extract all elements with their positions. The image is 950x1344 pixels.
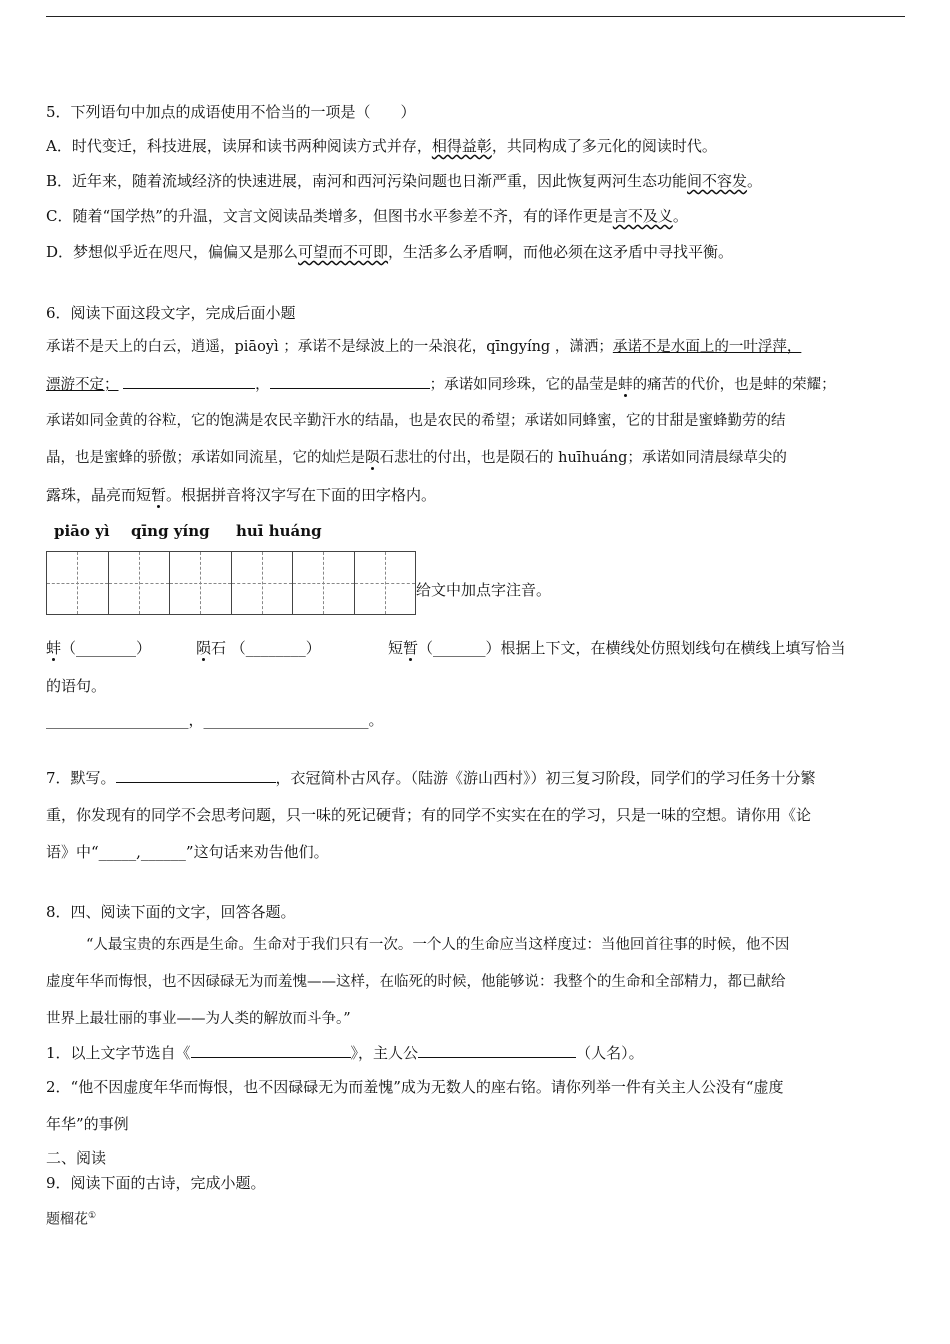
q9-poem-title-text: 题榴花	[46, 1211, 88, 1228]
q6-p1-a: 承诺不是天上的白云，逍遥，piāoyì ；承诺不是绿波上的一朵浪花，qīngyíng ，潇洒；	[46, 339, 613, 355]
zhuyin-bang	[46, 638, 151, 658]
q8-stem: 8．四、阅读下面的文字，回答各题。	[46, 903, 296, 921]
q5-d-post: ，生活多么矛盾啊，而他必须在这矛盾中寻找平衡。	[388, 243, 734, 261]
q7-l1-a: 7．默写。	[46, 769, 116, 787]
q8-passage-line-2: 虚度年华而悔恨，也不因碌碌无为而羞愧——这样，在临死的时候，他能够说：我整个的生命和全部精力，都已献给	[46, 974, 786, 990]
q8-sub-1	[46, 1043, 644, 1063]
q5-option-a	[46, 136, 717, 156]
q6-passage-line-4	[46, 448, 787, 468]
q6-p2-dotted-bang: 蚌	[618, 377, 633, 393]
q6-p5-b: 。根据拼音将汉字写在下面的田字格内。	[166, 486, 437, 504]
q6-stem: 6．阅读下面这段文字，完成后面小题	[46, 304, 296, 322]
q6-p4-a: 晶，也是蜜蜂的骄傲；承诺如同流星，它的灿烂是	[46, 450, 365, 466]
q5-a-pre: A．时代变迁，科技进展，读屏和读书两种阅读方式并存，	[46, 137, 432, 155]
tianzige-cell[interactable]	[47, 552, 108, 614]
q6-p1-underlined: 承诺不是水面上的一叶浮萍，	[612, 339, 802, 355]
q6-tail-line: 的语句。	[46, 677, 107, 695]
zhuyin-tail: （_______）根据上下文，在横线处仿照划线句在横线上填写恰当	[418, 639, 846, 657]
zhuyin-duan-char: 短	[388, 639, 404, 657]
q6-fill-blank-1[interactable]	[123, 374, 255, 389]
q6-passage-line-2: 漂游不定； ， ；承诺如同珍珠，它的晶莹是蚌的痛苦的代价，也是蚌的荣耀；	[46, 374, 836, 395]
q6-fill-blank-2[interactable]	[270, 374, 430, 389]
pinyin-label-2: qīng yíng	[131, 522, 210, 540]
tianzige-cell[interactable]	[354, 552, 416, 614]
q9-footnote-mark: ①	[88, 1211, 97, 1221]
q6-answer-blanks: ___________________，______________________。	[46, 711, 384, 729]
top-rule	[46, 16, 905, 17]
q5-d-pre: D．梦想似乎近在咫尺，偏偏又是那么	[46, 243, 299, 261]
q5-c-post: 。	[672, 207, 688, 225]
q8-name-blank[interactable]	[418, 1043, 576, 1058]
tianzige-cell[interactable]	[231, 552, 293, 614]
q7-line-1	[46, 768, 816, 788]
tianzige-grid	[46, 551, 416, 615]
q5-c-idiom: 言不及义	[612, 207, 673, 225]
q8-s1-a: 1．以上文字节选自《	[46, 1044, 191, 1062]
grid-instruction: 给文中加点字注音。	[416, 581, 552, 599]
q5-a-post: ，共同构成了多元化的阅读时代。	[491, 137, 717, 155]
zhuyin-zan	[388, 638, 846, 658]
section-2-heading: 二、阅读	[46, 1149, 107, 1167]
q6-p4-b: 石悲壮的付出，也是陨石的 huīhuáng；承诺如同清晨绿草尖的	[379, 450, 787, 466]
q6-passage-line-5	[46, 485, 436, 505]
q6-p2-c: 的痛苦的代价，也是蚌的荣耀；	[632, 377, 836, 393]
q5-a-idiom: 相得益彰	[431, 137, 492, 155]
q9-stem: 9．阅读下面的古诗，完成小题。	[46, 1174, 266, 1192]
q5-option-b	[46, 171, 762, 191]
q8-sub-2-line-2: 年华”的事例	[46, 1115, 129, 1133]
q5-option-c	[46, 206, 688, 226]
q8-passage-line-1: “人最宝贵的东西是生命。生命对于我们只有一次。一个人的生命应当这样度过：当他回首往事的时候，他不因	[86, 937, 790, 953]
q5-b-idiom: 间不容发	[687, 172, 748, 190]
q7-l1-b: ，衣冠简朴古风存。（陆游《游山西村》）初三复习阶段，同学们的学习任务十分繁	[275, 769, 816, 787]
q6-passage-line-3: 承诺如同金黄的谷粒，它的饱满是农民辛勤汗水的结晶，也是农民的希望；承诺如同蜂蜜，它的甘甜是蜜蜂勤劳的结	[46, 413, 786, 429]
q5-option-d	[46, 242, 733, 262]
q7-line-2: 重，你发现有的同学不会思考问题，只一味的死记硬背；有的同学不实实在在的学习，只是一味的空想。请你用《论	[46, 806, 812, 824]
q7-fill-blank[interactable]	[116, 768, 276, 783]
tianzige-cell[interactable]	[108, 552, 170, 614]
q6-p4-dotted-yun: 陨	[365, 450, 380, 466]
q5-b-post: 。	[747, 172, 763, 190]
q8-s1-c: （人名）。	[576, 1044, 644, 1062]
tianzige-cell[interactable]	[169, 552, 231, 614]
zhuyin-yun	[196, 638, 321, 658]
q7-line-3: 语》中“_____,______”这句话来劝告他们。	[46, 843, 329, 861]
q5-b-pre: B．近年来，随着流域经济的快速进展，南河和西河污染问题也日渐严重，因此恢复两河生态功能	[46, 172, 688, 190]
pinyin-label-3: huī huáng	[236, 522, 322, 540]
q5-stem: 5．下列语句中加点的成语使用不恰当的一项是（ ）	[46, 103, 416, 121]
pinyin-label-1: piāo yì	[54, 522, 110, 540]
q9-poem-title	[46, 1206, 96, 1230]
zhuyin-yun-char: 陨	[196, 639, 212, 657]
q6-p5-dotted-zan: 暂	[151, 486, 167, 504]
q8-book-blank[interactable]	[191, 1043, 351, 1058]
zhuyin-zan-char: 暂	[403, 639, 419, 657]
q6-p2-b: ；承诺如同珍珠，它的晶莹是	[429, 377, 619, 393]
q6-passage-line-1	[46, 337, 801, 357]
zhuyin-bang-blank: （________）	[61, 639, 152, 657]
q8-passage-line-3: 世界上最壮丽的事业——为人类的解放而斗争。”	[46, 1011, 351, 1027]
q5-c-pre: C．随着“国学热”的升温，文言文阅读品类增多，但图书水平参差不齐，有的译作更是	[46, 207, 613, 225]
q5-d-idiom: 可望而不可即	[298, 243, 389, 261]
zhuyin-yun-rest: 石 （________）	[211, 639, 321, 657]
q6-p5-a: 露珠，晶亮而短	[46, 486, 152, 504]
q8-s1-b: 》，主人公	[350, 1044, 419, 1062]
zhuyin-bang-char: 蚌	[46, 639, 62, 657]
tianzige-cell[interactable]	[292, 552, 354, 614]
q8-sub-2-line-1: 2．“他不因虚度年华而悔恨，也不因碌碌无为而羞愧”成为无数人的座右铭。请你列举一件有关主人公没有“虚度	[46, 1078, 784, 1096]
q6-p2-underlined: 漂游不定；	[46, 377, 119, 393]
